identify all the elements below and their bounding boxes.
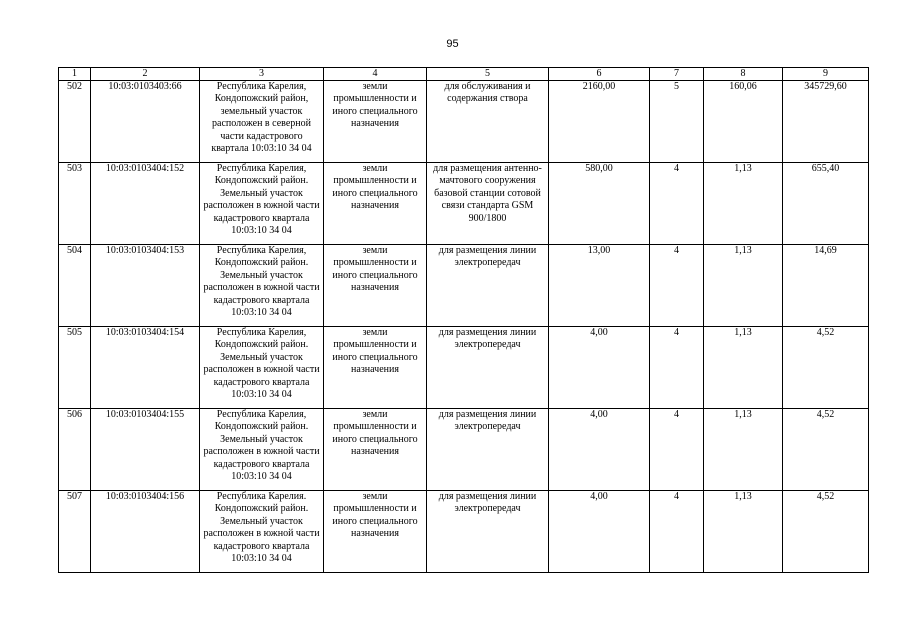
rate-cell: 160,06	[704, 81, 783, 163]
location-cell: Республика Карелия, Кондопожский район. Земельный участок расположен в южной части кадастрового квартала 10:03:10 34 04	[200, 327, 324, 409]
land-category-cell: земли промышленности и иного специального назначения	[324, 327, 427, 409]
land-plots-table	[58, 67, 869, 573]
header-cell: 1	[59, 68, 91, 81]
table-row	[59, 409, 869, 491]
header-cell: 3	[200, 68, 324, 81]
cadastral-number-cell: 10:03:0103404:153	[91, 245, 200, 327]
table-row	[59, 163, 869, 245]
area-cell: 580,00	[549, 163, 650, 245]
land-category-cell: земли промышленности и иного специального назначения	[324, 245, 427, 327]
row-number-cell: 505	[59, 327, 91, 409]
rate-cell: 1,13	[704, 245, 783, 327]
table-row	[59, 81, 869, 163]
amount-cell: 4,52	[783, 409, 869, 491]
location-cell: Республика Карелия. Кондопожский район. Земельный участок расположен в южной части кадастрового квартала 10:03:10 34 04	[200, 491, 324, 573]
row-number-cell: 502	[59, 81, 91, 163]
table-row	[59, 327, 869, 409]
cadastral-number-cell: 10:03:0103403:66	[91, 81, 200, 163]
group-cell: 4	[650, 163, 704, 245]
row-number-cell: 504	[59, 245, 91, 327]
group-cell: 4	[650, 245, 704, 327]
area-cell: 4,00	[549, 491, 650, 573]
header-cell: 8	[704, 68, 783, 81]
row-number-cell: 503	[59, 163, 91, 245]
header-row	[59, 68, 869, 81]
cadastral-number-cell: 10:03:0103404:154	[91, 327, 200, 409]
table-row	[59, 245, 869, 327]
amount-cell: 345729,60	[783, 81, 869, 163]
page-number: 95	[446, 38, 459, 50]
table-row	[59, 491, 869, 573]
header-cell: 4	[324, 68, 427, 81]
land-category-cell: земли промышленности и иного специального назначения	[324, 163, 427, 245]
permitted-use-cell: для размещения антенно-мачтового сооружения базовой станции сотовой связи стандарта GSM 900/1800	[427, 163, 549, 245]
area-cell: 4,00	[549, 327, 650, 409]
rate-cell: 1,13	[704, 163, 783, 245]
location-cell: Республика Карелия, Кондопожский район, земельный участок расположен в северной части кадастрового квартала 10:03:10 34 04	[200, 81, 324, 163]
location-cell: Республика Карелия, Кондопожский район. Земельный участок расположен в южной части кадастрового квартала 10:03:10 34 04	[200, 245, 324, 327]
land-category-cell: земли промышленности и иного специального назначения	[324, 81, 427, 163]
area-cell: 4,00	[549, 409, 650, 491]
amount-cell: 655,40	[783, 163, 869, 245]
rate-cell: 1,13	[704, 409, 783, 491]
permitted-use-cell: для размещения линии электропередач	[427, 409, 549, 491]
header-cell: 5	[427, 68, 549, 81]
land-category-cell: земли промышленности и иного специального назначения	[324, 409, 427, 491]
cadastral-number-cell: 10:03:0103404:156	[91, 491, 200, 573]
location-cell: Республика Карелия, Кондопожский район. Земельный участок расположен в южной части кадастрового квартала 10:03:10 34 04	[200, 409, 324, 491]
group-cell: 4	[650, 491, 704, 573]
permitted-use-cell: для размещения линии электропередач	[427, 245, 549, 327]
amount-cell: 4,52	[783, 327, 869, 409]
permitted-use-cell: для размещения линии электропередач	[427, 491, 549, 573]
header-cell: 6	[549, 68, 650, 81]
header-cell: 7	[650, 68, 704, 81]
cadastral-number-cell: 10:03:0103404:155	[91, 409, 200, 491]
group-cell: 4	[650, 409, 704, 491]
permitted-use-cell: для размещения линии электропередач	[427, 327, 549, 409]
group-cell: 5	[650, 81, 704, 163]
row-number-cell: 506	[59, 409, 91, 491]
land-category-cell: земли промышленности и иного специального назначения	[324, 491, 427, 573]
header-cell: 9	[783, 68, 869, 81]
group-cell: 4	[650, 327, 704, 409]
amount-cell: 14,69	[783, 245, 869, 327]
cadastral-number-cell: 10:03:0103404:152	[91, 163, 200, 245]
permitted-use-cell: для обслуживания и содержания створа	[427, 81, 549, 163]
amount-cell: 4,52	[783, 491, 869, 573]
rate-cell: 1,13	[704, 327, 783, 409]
row-number-cell: 507	[59, 491, 91, 573]
area-cell: 2160,00	[549, 81, 650, 163]
rate-cell: 1,13	[704, 491, 783, 573]
area-cell: 13,00	[549, 245, 650, 327]
header-cell: 2	[91, 68, 200, 81]
location-cell: Республика Карелия, Кондопожский район. Земельный участок расположен в южной части кадастрового квартала 10:03:10 34 04	[200, 163, 324, 245]
